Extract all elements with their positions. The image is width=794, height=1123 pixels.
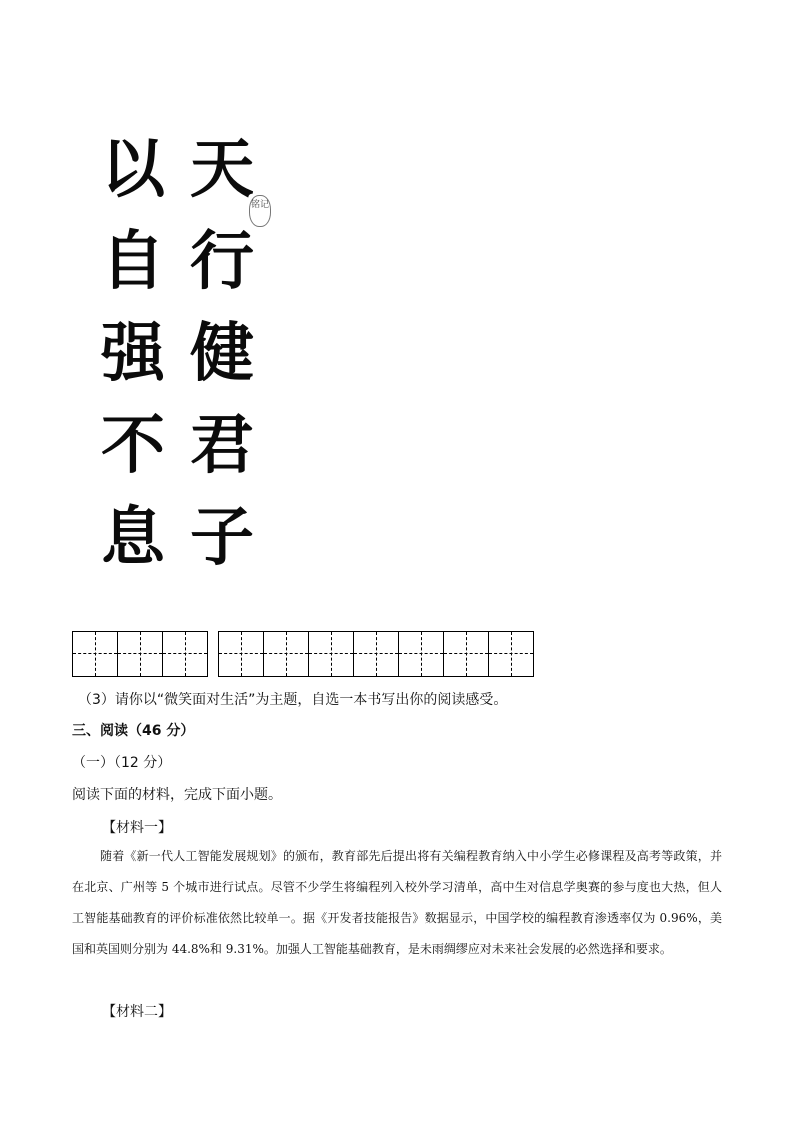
calligraphy-char: 自 xyxy=(101,224,165,299)
calligraphy-char: 不 xyxy=(101,408,165,483)
grid-cell[interactable] xyxy=(399,632,444,676)
calligraphy-left-column xyxy=(95,130,171,590)
calligraphy-char: 天 xyxy=(190,132,254,207)
grid-cell[interactable] xyxy=(73,632,118,676)
material-2-title: 【材料二】 xyxy=(102,1004,172,1020)
calligraphy-char: 强 xyxy=(101,316,165,391)
calligraphy-char: 子 xyxy=(190,500,254,575)
part-1-title: （一）（12 分） xyxy=(72,755,172,771)
calligraphy-char: 健 xyxy=(190,316,254,391)
grid-cell[interactable] xyxy=(309,632,354,676)
grid-cell[interactable] xyxy=(118,632,163,676)
calligraphy-char: 以 xyxy=(101,132,165,207)
calligraphy-char: 行 xyxy=(190,224,254,299)
grid-cell[interactable] xyxy=(163,632,208,676)
calligraphy-char: 君 xyxy=(190,408,254,483)
calligraphy-right-column xyxy=(184,130,260,590)
section-3-title: 三、阅读（46 分） xyxy=(72,723,195,739)
grid-cell[interactable] xyxy=(354,632,399,676)
calligraphy-char: 息 xyxy=(101,500,165,575)
grid-cell[interactable] xyxy=(219,632,264,676)
grid-cell[interactable] xyxy=(264,632,309,676)
material-1-text: 随着《新一代人工智能发展规划》的颁布，教育部先后提出将有关编程教育纳入中小学生必修课程及高考等政策，并在北京、广州等 5 个城市进行试点。尽管不少学生将编程列入校外学习清单，高中生对信息学奥赛的参与度也大热，但人工智能基础教育的评价标准依然比较单一。据《开发者技能报告》数据显示，中国学校的编程教育渗透率仅为 0.96%，美国和英国则分别为 44.8%和 9.31%。加强人工智能基础教育，是未雨绸缪应对未来社会发展的必然选择和要求。 xyxy=(72,849,722,956)
writing-grid-group-2[interactable] xyxy=(218,631,534,677)
question-3: （3）请你以“微笑面对生活”为主题，自选一本书写出你的阅读感受。 xyxy=(78,692,508,708)
reading-instruction: 阅读下面的材料，完成下面小题。 xyxy=(72,787,282,803)
artist-seal: 铭记 xyxy=(249,195,271,227)
material-1-title: 【材料一】 xyxy=(102,820,172,836)
writing-grid-group-1[interactable] xyxy=(72,631,208,677)
grid-cell[interactable] xyxy=(489,632,534,676)
grid-cell[interactable] xyxy=(444,632,489,676)
